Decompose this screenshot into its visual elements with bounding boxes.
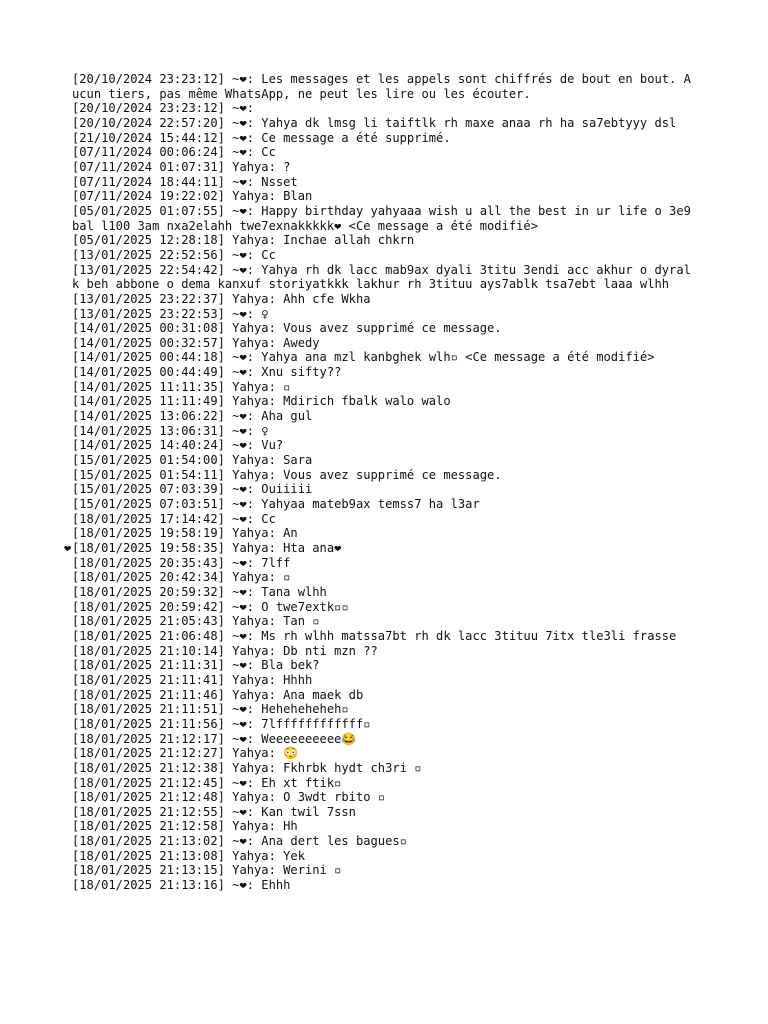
message-line: [18/01/2025 21:11:41] Yahya: Hhhh [72,672,313,687]
message-line: [14/01/2025 13:06:22] ~❤: Aha gul [72,409,313,424]
message-line: [18/01/2025 21:12:38] Yahya: Fkhrbk hydt ch3ri ▫ [72,760,422,775]
message-line: [18/01/2025 21:12:27] Yahya: 😳 [72,746,299,761]
message-line: [13/01/2025 23:22:37] Yahya: Ahh cfe Wkha [72,291,371,306]
message-line: [15/01/2025 01:54:11] Yahya: Vous avez supprimé ce message. [72,467,502,482]
message-line: [05/01/2025 01:07:55] ~❤: Happy birthday yahyaaa wish u all the best in ur life o 3e9bal l100 3am nxa2elahh twe7exnakkkkk❤ <Ce message a été modifié> [72,203,691,233]
message-line: [20/10/2024 23:23:12] ~❤: Les messages et les appels sont chiffrés de bout en bout. Aucun tiers, pas même WhatsApp, ne peut les lire ou les écouter. [72,72,691,101]
message-line: [20/10/2024 22:57:20] ~❤: Yahya dk lmsg li taiftlk rh maxe anaa rh ha sa7ebtyyy dsl [72,115,677,130]
message-line: [18/01/2025 20:59:42] ~❤: O twe7extk▫▫ [72,599,349,614]
message-line: [18/01/2025 21:13:02] ~❤: Ana dert les bagues▫ [72,834,407,849]
message-line: [18/01/2025 21:13:08] Yahya: Yek [72,848,305,863]
message-line: [15/01/2025 07:03:39] ~❤: Ouiiiii [72,482,313,497]
message-line: [18/01/2025 21:12:17] ~❤: Weeeeeeeeee😂 [72,731,357,746]
message-line: [18/01/2025 21:12:45] ~❤: Eh xt ftik▫ [72,775,342,790]
message-line: [18/01/2025 21:12:58] Yahya: Hh [72,819,298,834]
message-line: [18/01/2025 21:13:16] ~❤: Ehhh [72,878,291,893]
message-line: [07/11/2024 19:22:02] Yahya: Blan [72,189,313,204]
message-line: [18/01/2025 21:05:43] Yahya: Tan ▫ [72,614,320,629]
message-line: [18/01/2025 20:35:43] ~❤: 7lff [72,555,291,570]
message-line: [13/01/2025 22:54:42] ~❤: Yahya rh dk lacc mab9ax dyali 3titu 3endi acc akhur o dyralk beh abbone o dema kanxuf storiyatkkk lakhur rh 3tituu ays7ablk tsa7ebt laaa wlhh [72,262,691,292]
message-line: [18/01/2025 21:11:46] Yahya: Ana maek db [72,687,364,702]
message-line: [18/01/2025 17:14:42] ~❤: Cc [72,511,276,526]
message-line: [14/01/2025 14:40:24] ~❤: Vu? [72,438,284,453]
message-line: [14/01/2025 11:11:49] Yahya: Mdirich fbalk walo walo [72,394,451,409]
message-line: [18/01/2025 20:42:34] Yahya: ▫ [72,570,291,585]
message-line: [13/01/2025 23:22:53] ~❤: ♀ [72,306,269,321]
message-line: [07/11/2024 00:06:24] ~❤: Cc [72,145,276,160]
message-line: [07/11/2024 01:07:31] Yahya: ? [72,159,291,174]
message-line: [18/01/2025 21:10:14] Yahya: Db nti mzn ?? [72,643,378,658]
message-text: [18/01/2025 19:58:35] Yahya: Hta ana❤ [72,541,342,555]
message-line: [18/01/2025 20:59:32] ~❤: Tana wlhh [72,584,327,599]
message-line: [20/10/2024 23:23:12] ~❤: [72,101,255,116]
message-line: [14/01/2025 00:32:57] Yahya: Awedy [72,335,320,350]
message-line: [18/01/2025 21:12:48] Yahya: O 3wdt rbito ▫ [72,790,386,805]
message-line: [05/01/2025 12:28:18] Yahya: Inchae allah chkrn [72,233,415,248]
message-line: [14/01/2025 13:06:31] ~❤: ♀ [72,423,269,438]
message-line [64,541,692,556]
message-line: [15/01/2025 01:54:00] Yahya: Sara [72,453,313,468]
message-line: [14/01/2025 00:44:18] ~❤: Yahya ana mzl kanbghek wlh▫ <Ce message a été modifié> [72,350,655,365]
message-line: [14/01/2025 11:11:35] Yahya: ▫ [72,379,291,394]
message-line: [18/01/2025 21:13:15] Yahya: Werini ▫ [72,863,342,878]
message-line: [18/01/2025 19:58:19] Yahya: An [72,526,298,541]
message-line: [18/01/2025 21:11:31] ~❤: Bla bek? [72,658,320,673]
heart-glyph: ❤ [64,541,72,555]
message-line: [18/01/2025 21:11:51] ~❤: Heheheheheh▫ [72,702,349,717]
message-line: [14/01/2025 00:44:49] ~❤: Xnu sifty?? [72,365,342,380]
message-line: [14/01/2025 00:31:08] Yahya: Vous avez supprimé ce message. [72,321,502,336]
message-line: [18/01/2025 21:06:48] ~❤: Ms rh wlhh matssa7bt rh dk lacc 3tituu 7itx tle3li frasse [72,628,677,643]
message-line: [15/01/2025 07:03:51] ~❤: Yahyaa mateb9ax temss7 ha l3ar [72,497,480,512]
message-line: [13/01/2025 22:52:56] ~❤: Cc [72,247,276,262]
message-line: [18/01/2025 21:12:55] ~❤: Kan twil 7ssn [72,804,356,819]
message-line: [18/01/2025 21:11:56] ~❤: 7lffffffffffff▫ [72,716,371,731]
chat-transcript [64,72,692,893]
message-line: [21/10/2024 15:44:12] ~❤: Ce message a été supprimé. [72,130,451,145]
message-line: [07/11/2024 18:44:11] ~❤: Nsset [72,174,298,189]
